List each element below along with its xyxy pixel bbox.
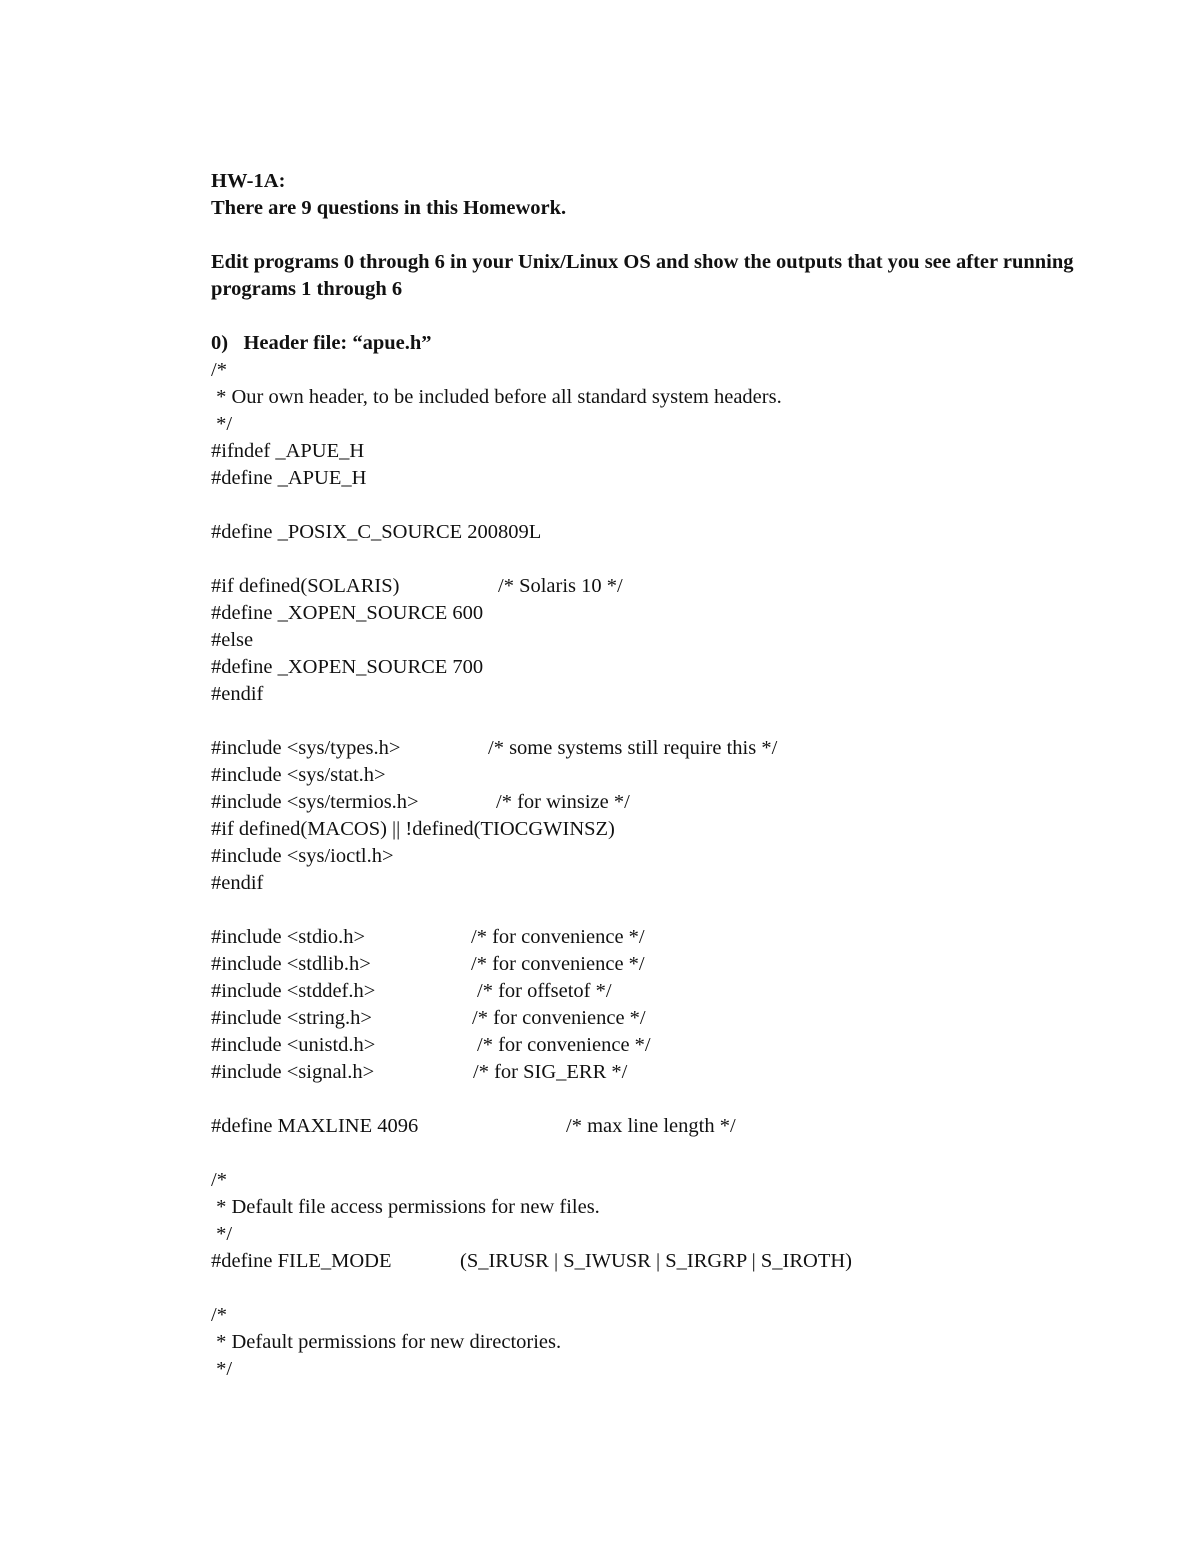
code-line: */ (211, 1223, 233, 1245)
document-page (211, 168, 1091, 1383)
code-line: #define _POSIX_C_SOURCE 200809L (211, 521, 542, 543)
code-line: #endif (211, 872, 264, 894)
code-comment: /* for convenience */ (477, 1034, 651, 1056)
code-line: * Our own header, to be included before all standard system headers. (211, 386, 782, 408)
code-text: #include <stdlib.h> (211, 953, 371, 975)
code-line: * Default file access permissions for new files. (211, 1196, 600, 1218)
instructions: Edit programs 0 through 6 in your Unix/Linux OS and show the outputs that you see after running programs 1 through 6 (211, 251, 1074, 300)
code-comment: /* max line length */ (566, 1115, 736, 1137)
code-line: /* (211, 1304, 227, 1326)
code-comment: /* for SIG_ERR */ (473, 1061, 628, 1083)
code-line (211, 573, 1091, 600)
code-comment: /* Solaris 10 */ (498, 575, 623, 597)
code-line (211, 1059, 1091, 1086)
code-value: (S_IRUSR | S_IWUSR | S_IRGRP | S_IROTH) (460, 1250, 853, 1272)
code-text: #if defined(SOLARIS) (211, 575, 400, 597)
code-line: */ (211, 413, 233, 435)
code-text: #include <stddef.h> (211, 980, 376, 1002)
code-comment: /* for convenience */ (472, 1007, 646, 1029)
code-line: /* (211, 359, 227, 381)
code-comment: /* some systems still require this */ (488, 737, 778, 759)
code-text: #include <string.h> (211, 1007, 372, 1029)
code-line (211, 924, 1091, 951)
code-comment: /* for convenience */ (471, 926, 645, 948)
code-line: */ (211, 1358, 233, 1380)
code-text: #include <signal.h> (211, 1061, 375, 1083)
code-line (211, 1248, 1091, 1275)
code-line: #endif (211, 683, 264, 705)
code-line: #ifndef _APUE_H (211, 440, 365, 462)
code-comment: /* for convenience */ (471, 953, 645, 975)
question-count: There are 9 questions in this Homework. (211, 197, 567, 219)
code-text: #define FILE_MODE (211, 1250, 392, 1272)
code-comment: /* for winsize */ (496, 791, 630, 813)
code-line: * Default permissions for new directories. (211, 1331, 562, 1353)
section-heading: 0) Header file: “apue.h” (211, 332, 432, 354)
homework-title: HW-1A: (211, 170, 286, 192)
code-text: #include <unistd.h> (211, 1034, 376, 1056)
code-text: #include <stdio.h> (211, 926, 366, 948)
code-line: #include <sys/stat.h> (211, 764, 386, 786)
code-line (211, 789, 1091, 816)
code-line: #define _XOPEN_SOURCE 600 (211, 602, 484, 624)
code-comment: /* for offsetof */ (477, 980, 612, 1002)
code-text: #define MAXLINE 4096 (211, 1115, 419, 1137)
code-line (211, 978, 1091, 1005)
code-line (211, 1032, 1091, 1059)
code-line: #include <sys/ioctl.h> (211, 845, 394, 867)
code-line: #else (211, 629, 254, 651)
code-line (211, 951, 1091, 978)
code-line: #define _XOPEN_SOURCE 700 (211, 656, 484, 678)
code-line: /* (211, 1169, 227, 1191)
code-text: #include <sys/termios.h> (211, 791, 419, 813)
code-line: #if defined(MACOS) || !defined(TIOCGWINSZ) (211, 818, 615, 840)
code-line: #define _APUE_H (211, 467, 367, 489)
code-line (211, 1113, 1091, 1140)
code-line (211, 735, 1091, 762)
code-text: #include <sys/types.h> (211, 737, 401, 759)
code-line (211, 1005, 1091, 1032)
